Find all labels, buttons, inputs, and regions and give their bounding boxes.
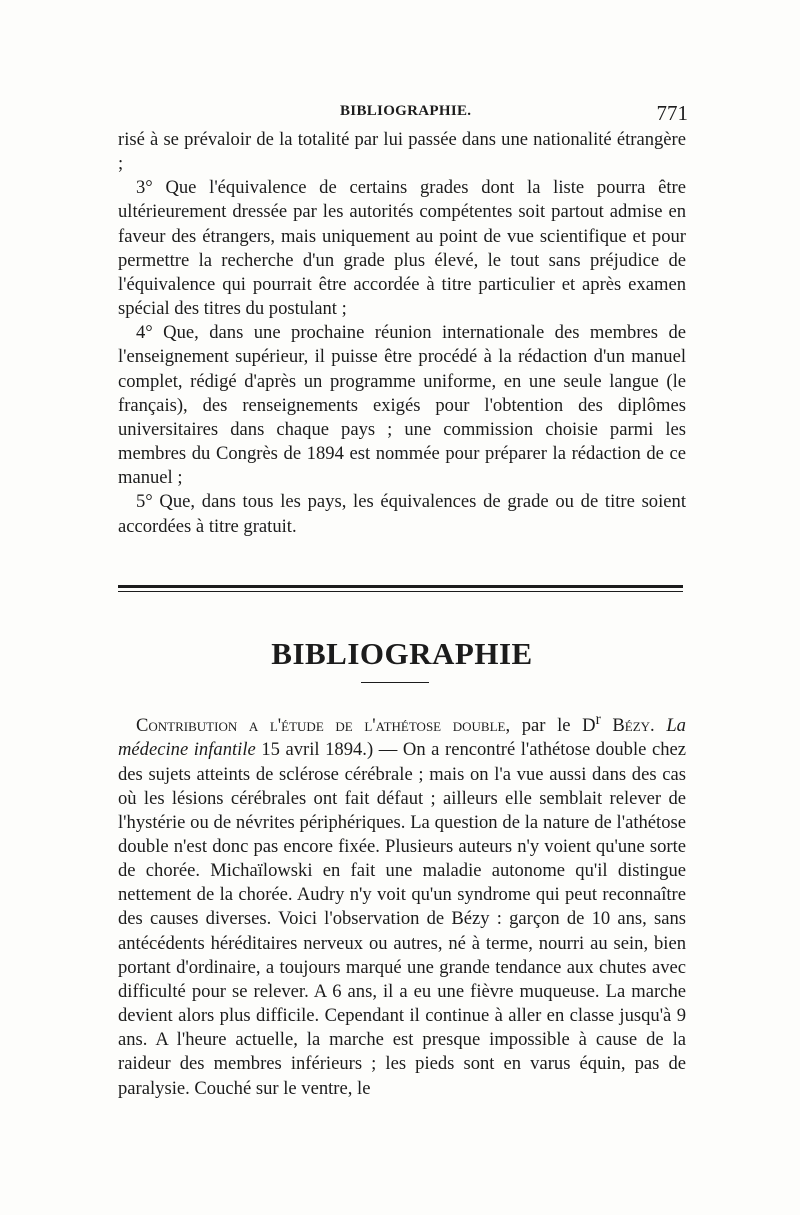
page-number: 771: [656, 101, 688, 125]
review-journal-date: 15 avril 1894.) —: [255, 739, 403, 761]
separator-thick-rule: [118, 585, 683, 588]
section-separator: [118, 585, 683, 594]
review-paragraph: [118, 708, 686, 1101]
review-author-name: Bézy.: [600, 715, 655, 737]
separator-thin-rule: [118, 591, 683, 592]
continued-text-block: [118, 128, 686, 539]
review-author-sup: r: [595, 711, 601, 728]
review-author-prefix: par le D: [510, 715, 596, 737]
title-underline-rule: [361, 682, 429, 683]
running-head: [118, 101, 688, 125]
review-block: [118, 708, 686, 1101]
review-body: On a rencontré l'athétose double chez des sujets atteints de sclérose cérébrale ; mais on l'a vue aussi dans des cas où les lésions cérébrales ont fait défaut ; ailleurs elle semblait relever de l'hystérie ou de névrites périphériques. La question de la nature de l'athétose double n'est donc pas encore fixée. Plusieurs auteurs n'y voient qu'une sorte de chorée. Michaïlowski en fait une maladie autonome qu'il distingue nettement de la chorée. Audry n'y voit qu'un syndrome qui peut reconnaître des causes diverses. Voici l'observation de Bézy : garçon de 10 ans, sans antécédents héréditaires nerveux ou autres, né à terme, nourri au sein, bien portant d'ordinaire, a toujours marqué une grande tendance aux chutes avec difficulté pour se relever. A 6 ans, il a eu une fièvre muqueuse. La marche devient alors plus difficile. Cependant il continue à aller en classe jusqu'à 9 ans. A l'heure actuelle, la marche est presque impossible à cause de la raideur des membres inférieurs ; les pieds sont en varus équin, pas de paralysie. Couché sur le ventre, le: [118, 739, 687, 1099]
paragraph-point-4: 4° Que, dans une prochaine réunion internationale des membres de l'enseignement supérieur, il puisse être procédé à la rédaction d'un manuel complet, rédigé d'après un programme uniforme, en une seule langue (le français), des renseignements exigés pour l'obtention des diplômes universitaires dans chaque pays ; une commission choisie parmi les membres du Congrès de 1894 est nommée pour préparer la rédaction de ce manuel ;: [118, 322, 686, 489]
running-title: BIBLIOGRAPHIE.: [340, 103, 472, 119]
paragraph-continuation: risé à se prévaloir de la totalité par lui passée dans une nationalité étrangère ;: [118, 129, 686, 175]
paragraph-point-5: 5° Que, dans tous les pays, les équivalences de grade ou de titre soient accordées à titre gratuit.: [118, 491, 686, 537]
review-heading: Contribution a l'étude de l'athétose double,: [136, 715, 511, 737]
paragraph-point-3: 3° Que l'équivalence de certains grades dont la liste pourra être ultérieurement dressée par les autorités compétentes soit partout admise en faveur des étrangers, mais uniquement au point de vue scientifique et pour permettre la recherche d'un grade plus élevé, le tout sans préjudice de l'équivalence qui pourrait être accordée à titre particulier et après examen spécial des titres du postulant ;: [118, 177, 686, 320]
section-title: BIBLIOGRAPHIE: [271, 636, 533, 671]
review-journal: La médecine infantile: [118, 715, 686, 761]
